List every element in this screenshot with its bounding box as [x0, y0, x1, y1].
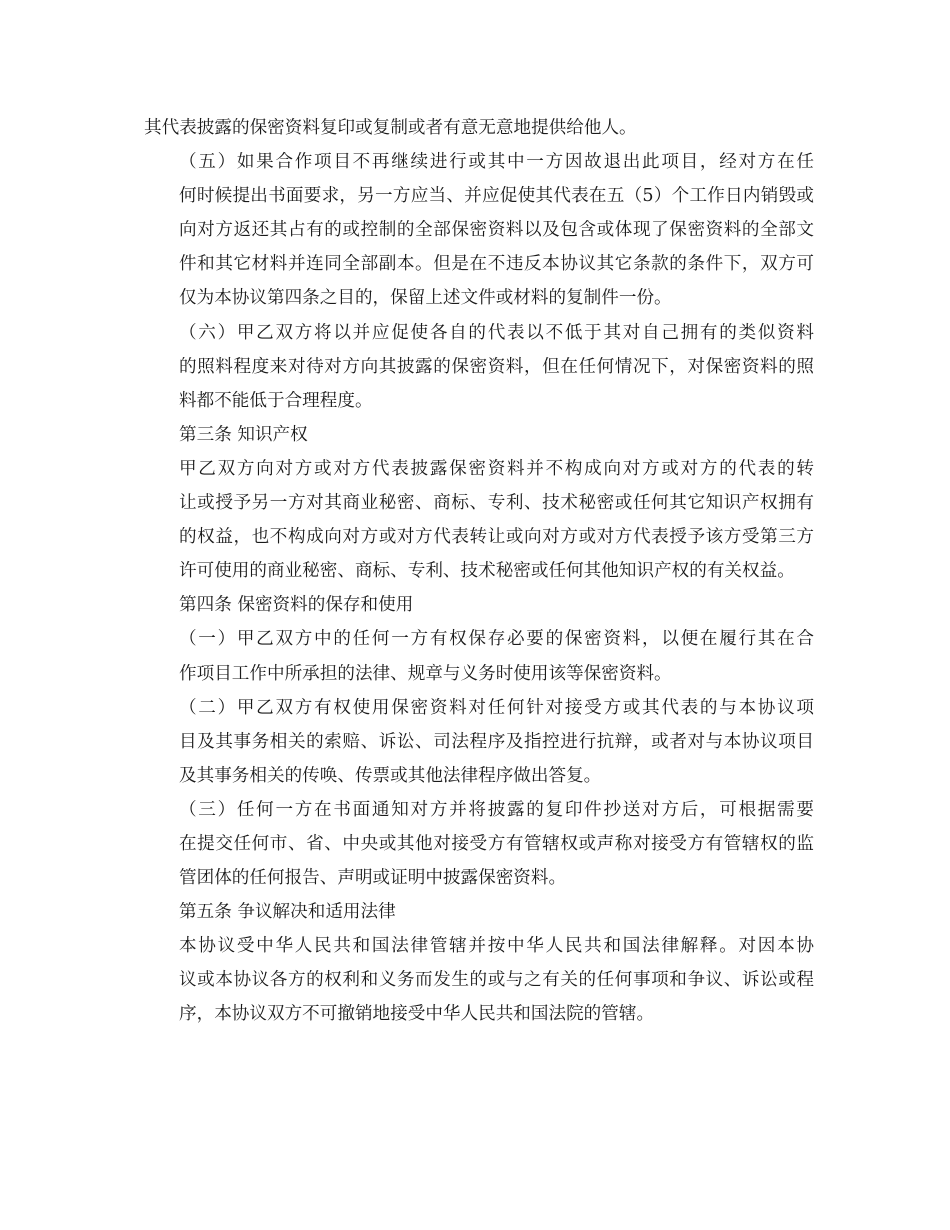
article-4-clause-2	[144, 691, 814, 793]
clause-5-paragraph	[144, 145, 814, 315]
text-line: 料都不能低于合理程度。	[179, 390, 373, 411]
document-page	[144, 111, 814, 1032]
article-3-paragraph	[144, 452, 814, 588]
text-line: 的照料程度来对待对方向其披露的保密资料，但在任何情况下，对保密资料的照	[179, 356, 814, 377]
article-4-heading	[144, 588, 814, 622]
text-line: 的权益，也不构成向对方或对方代表转让或向对方或对方代表授予该方受第三方	[179, 527, 814, 548]
text-line: （五）如果合作项目不再继续进行或其中一方因故退出此项目，经对方在任	[179, 152, 814, 173]
heading-line: 第五条 争议解决和适用法律	[179, 902, 396, 923]
text-line: 甲乙双方向对方或对方代表披露保密资料并不构成向对方或对方的代表的转	[179, 458, 814, 479]
paragraph-continuation	[144, 111, 814, 145]
article-5-paragraph	[144, 929, 814, 1031]
article-4-clause-1	[144, 622, 814, 690]
text-line: 其代表披露的保密资料复印或复制或者有意无意地提供给他人。	[144, 118, 637, 138]
text-line: 及其事务相关的传唤、传票或其他法律程序做出答复。	[179, 765, 602, 786]
text-line: 本协议受中华人民共和国法律管辖并按中华人民共和国法律解释。对因本协	[179, 936, 814, 957]
text-line: 目及其事务相关的索赔、诉讼、司法程序及指控进行抗辩，或者对与本协议项目	[179, 731, 814, 752]
text-line: 何时候提出书面要求，另一方应当、并应促使其代表在五（5）个工作日内销毁或	[179, 186, 814, 207]
text-line: 管团体的任何报告、声明或证明中披露保密资料。	[179, 868, 567, 889]
clause-6-paragraph	[144, 316, 814, 418]
article-3-heading	[144, 418, 814, 452]
article-4-clause-3	[144, 793, 814, 895]
text-line: 让或授予另一方对其商业秘密、商标、专利、技术秘密或任何其它知识产权拥有	[179, 493, 814, 514]
heading-line: 第三条 知识产权	[179, 424, 308, 445]
text-line: （二）甲乙双方有权使用保密资料对任何针对接受方或其代表的与本协议项	[179, 697, 814, 718]
text-line: （六）甲乙双方将以并应促使各自的代表以不低于其对自己拥有的类似资料	[179, 322, 814, 343]
text-line: 在提交任何市、省、中央或其他对接受方有管辖权或声称对接受方有管辖权的监	[179, 833, 814, 854]
text-line: 许可使用的商业秘密、商标、专利、技术秘密或任何其他知识产权的有关权益。	[179, 561, 795, 582]
text-line: 件和其它材料并连同全部副本。但是在不违反本协议其它条款的条件下，双方可	[179, 254, 814, 275]
text-line: 作项目工作中所承担的法律、规章与义务时使用该等保密资料。	[179, 663, 672, 684]
text-line: 序，本协议双方不可撤销地接受中华人民共和国法院的管辖。	[179, 1004, 655, 1025]
text-line: 仅为本协议第四条之目的，保留上述文件或材料的复制件一份。	[179, 288, 672, 309]
heading-line: 第四条 保密资料的保存和使用	[179, 595, 414, 616]
text-line: （一）甲乙双方中的任何一方有权保存必要的保密资料，以便在履行其在合	[179, 629, 814, 650]
text-line: 议或本协议各方的权利和义务而发生的或与之有关的任何事项和争议、诉讼或程	[179, 970, 814, 991]
article-5-heading	[144, 895, 814, 929]
text-line: 向对方返还其占有的或控制的全部保密资料以及包含或体现了保密资料的全部文	[179, 220, 814, 241]
text-line: （三）任何一方在书面通知对方并将披露的复印件抄送对方后，可根据需要	[179, 799, 814, 820]
